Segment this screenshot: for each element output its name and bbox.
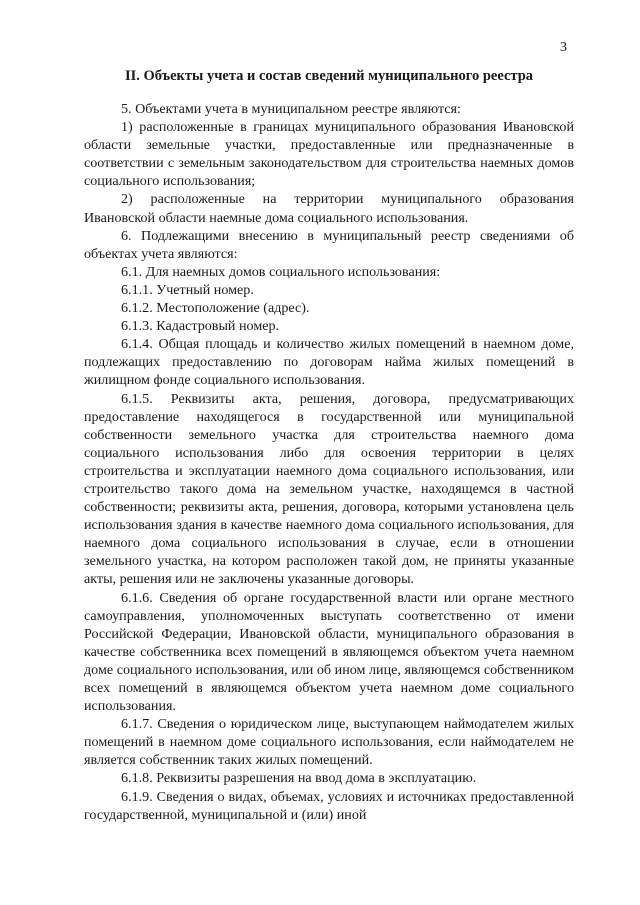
paragraph-5-2: 2) расположенные на территории муниципального образования Ивановской области наемные дома социального использования.	[84, 191, 574, 226]
paragraph-6-1-5: 6.1.5. Реквизиты акта, решения, договора, предусматривающих предоставление находящегося в государственной или муниципальной собственности земельного участка для строительства наемного дома социального использования либо для освоения территории в целях строительства и эксплуатации наемного дома социального использования, или строительство такого дома на земельном участке, находящемся в частной собственности; реквизиты акта, решения, договора, которыми установлена цель использования здания в качестве наемного дома социального использования, для наемного дома социального использования в случае, если в отношении земельного участка, на котором расположен такой дом, не приняты указанные акты, решения или не заключены указанные договоры.	[84, 390, 574, 588]
paragraph-6: 6. Подлежащими внесению в муниципальный реестр сведениями об объектах учета являются:	[84, 227, 574, 262]
document-body	[84, 100, 574, 824]
paragraph-5-1: 1) расположенные в границах муниципального образования Ивановской области земельные участки, предоставленные или предназначенные в соответствии с земельным законодательством для строительства наемных домов социального использования;	[84, 119, 574, 190]
paragraph-6-1-3: 6.1.3. Кадастровый номер.	[121, 318, 280, 335]
paragraph-6-1-2: 6.1.2. Местоположение (адрес).	[121, 300, 310, 317]
paragraph-6-1: 6.1. Для наемных домов социального использования:	[121, 263, 441, 280]
section-heading: II. Объекты учета и состав сведений муниципального реестра	[124, 68, 534, 84]
paragraph-6-1-8: 6.1.8. Реквизиты разрешения на ввод дома в эксплуатацию.	[121, 770, 477, 787]
paragraph-6-1-4: 6.1.4. Общая площадь и количество жилых помещений в наемном доме, подлежащих предоставлению по договорам найма жилых помещений в жилищном фонде социального использования.	[84, 336, 574, 389]
page-number: 3	[560, 40, 567, 55]
paragraph-6-1-7: 6.1.7. Сведения о юридическом лице, выступающем наймодателем жилых помещений в наемном доме социального использования, если наймодателем не является собственник таких жилых помещений.	[84, 716, 574, 769]
paragraph-6-1-6: 6.1.6. Сведения об органе государственной власти или органе местного самоуправления, уполномоченных выступать соответственно от имени Российской Федерации, Ивановской области, муниципального образования в качестве собственника всех помещений в являющемся объектом учета наемном доме социального использования, или об ином лице, являющемся собственником всех помещений в являющемся объектом учета наемном доме социального использования.	[84, 589, 574, 715]
paragraph-6-1-9: 6.1.9. Сведения о видах, объемах, условиях и источниках предоставленной государственной, муниципальной и (или) иной	[84, 788, 574, 823]
paragraph-6-1-1: 6.1.1. Учетный номер.	[121, 281, 254, 298]
paragraph-5: 5. Объектами учета в муниципальном реестре являются:	[121, 101, 461, 117]
